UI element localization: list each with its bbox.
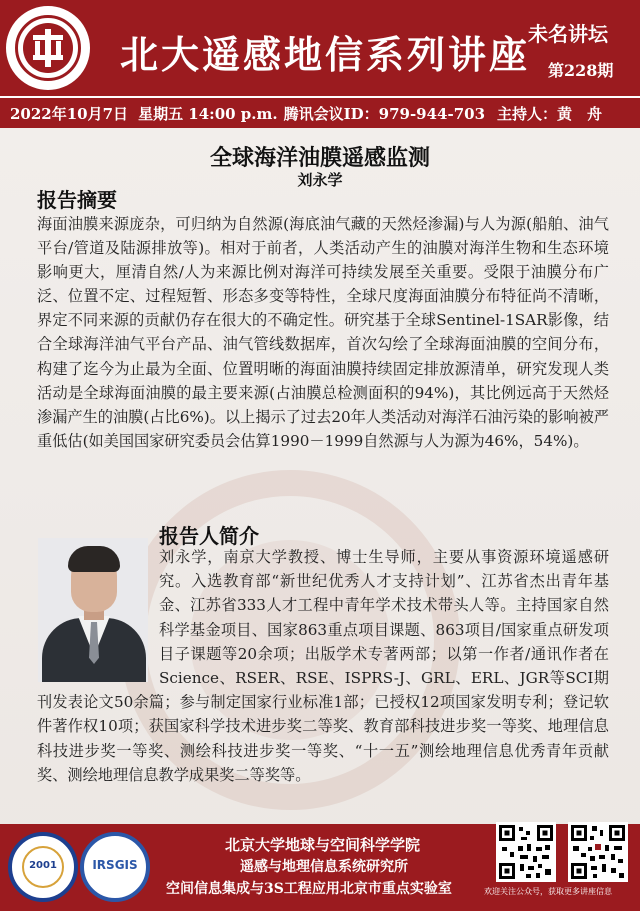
- issue-number: 第228期: [548, 61, 614, 80]
- irsgis-seal-text: IRSGIS: [92, 858, 138, 872]
- peking-university-logo-icon: [6, 6, 90, 90]
- school-name: 北京大学地球与空间科学学院: [225, 836, 421, 854]
- abstract-body: 海面油膜来源庞杂，可归纳为自然源(海底油气藏的天然烃渗漏)与人为源(船舶、油气平台/管道及陆源排放等)。相对于前者，人类活动产生的油膜对海洋生物和生态环境影响更大，厘清自然/人为来源比例对海洋可持续发展至关重要。受限于油膜分布广泛、位置不定、过程短暂、形态多变等特性，全球尺度海面油膜分布特征尚不清晰，界定不同来源的贡献仍存在很大的不确定性。研究基于全球Sentinel-1SAR影像，结合全球海洋油气平台产品、油气管线数据库，首次勾绘了全球海面油膜的空间分布，构建了迄今为止最为全面、位置明晰的海面油膜持续固定排放源清单，研究发现人类活动是全球海面油膜的最主要来源(占油膜总检测面积的94%)，其比例远高于天然烃渗漏产生的油膜(占比6%)。以上揭示了过去20年人类活动对海洋石油污染的影响被严重低估(如美国国家研究委员会估算1990－1999自然源与人为源为46%，54%)。: [37, 215, 609, 450]
- bio-heading: 报告人简介: [159, 524, 259, 548]
- bio-body: 刘永学，南京大学教授、博士生导师，主要从事资源环境遥感研究。入选教育部“新世纪优秀人才支持计划”、江苏省杰出青年基金、江苏省333人才工程中青年学术技术带头人等。主持国家自然科学基金项目、国家863重点项目课题、863项目/国家重点研发项目子课题等20余项；出版学术专著两部；以第一作者/通讯作者在Science、RSER、RSE、ISPRS-J、GRL、ERL、JGR等SCI期刊发表论文50余篇；参与制定国家行业标准1部；已授权12项国家发明专利；登记软件著作权10项；获国家科学技术进步奖二等奖、教育部科技进步奖一等奖、地理信息科技进步奖一等奖、测绘科技进步奖一等奖、“十一五”测绘地理信息优秀青年贡献奖、测绘地理信息教学成果奖二等奖等。: [37, 548, 609, 784]
- lab-name: 空间信息集成与3S工程应用北京市重点实验室: [166, 881, 452, 897]
- event-time: 星期五 14:00 p.m.: [138, 104, 278, 123]
- forum-name: 未名讲坛: [528, 22, 608, 46]
- qr-caption: 欢迎关注公众号，获取更多讲座信息: [484, 887, 612, 896]
- lab-seal-year: 2001: [29, 860, 57, 871]
- speaker-name: 刘永学: [297, 171, 343, 189]
- institute-name: 遥感与地理信息系统研究所: [240, 859, 408, 875]
- speaker-photo: [38, 538, 148, 682]
- series-title: 北大遥感地信系列讲座: [120, 32, 531, 77]
- qr-code-icon: [568, 822, 628, 882]
- info-bar: [0, 98, 640, 128]
- qr-code-icon: [496, 822, 556, 882]
- host-name: 主持人：黄 舟: [497, 104, 603, 123]
- meeting-id: 腾讯会议ID：979-944-703: [283, 104, 486, 123]
- lab-seal-icon: [8, 832, 78, 902]
- talk-title: 全球海洋油膜遥感监测: [209, 146, 430, 171]
- irsgis-seal-icon: [80, 832, 150, 902]
- abstract-heading: 报告摘要: [37, 188, 117, 212]
- event-date: 2022年10月7日: [10, 104, 129, 123]
